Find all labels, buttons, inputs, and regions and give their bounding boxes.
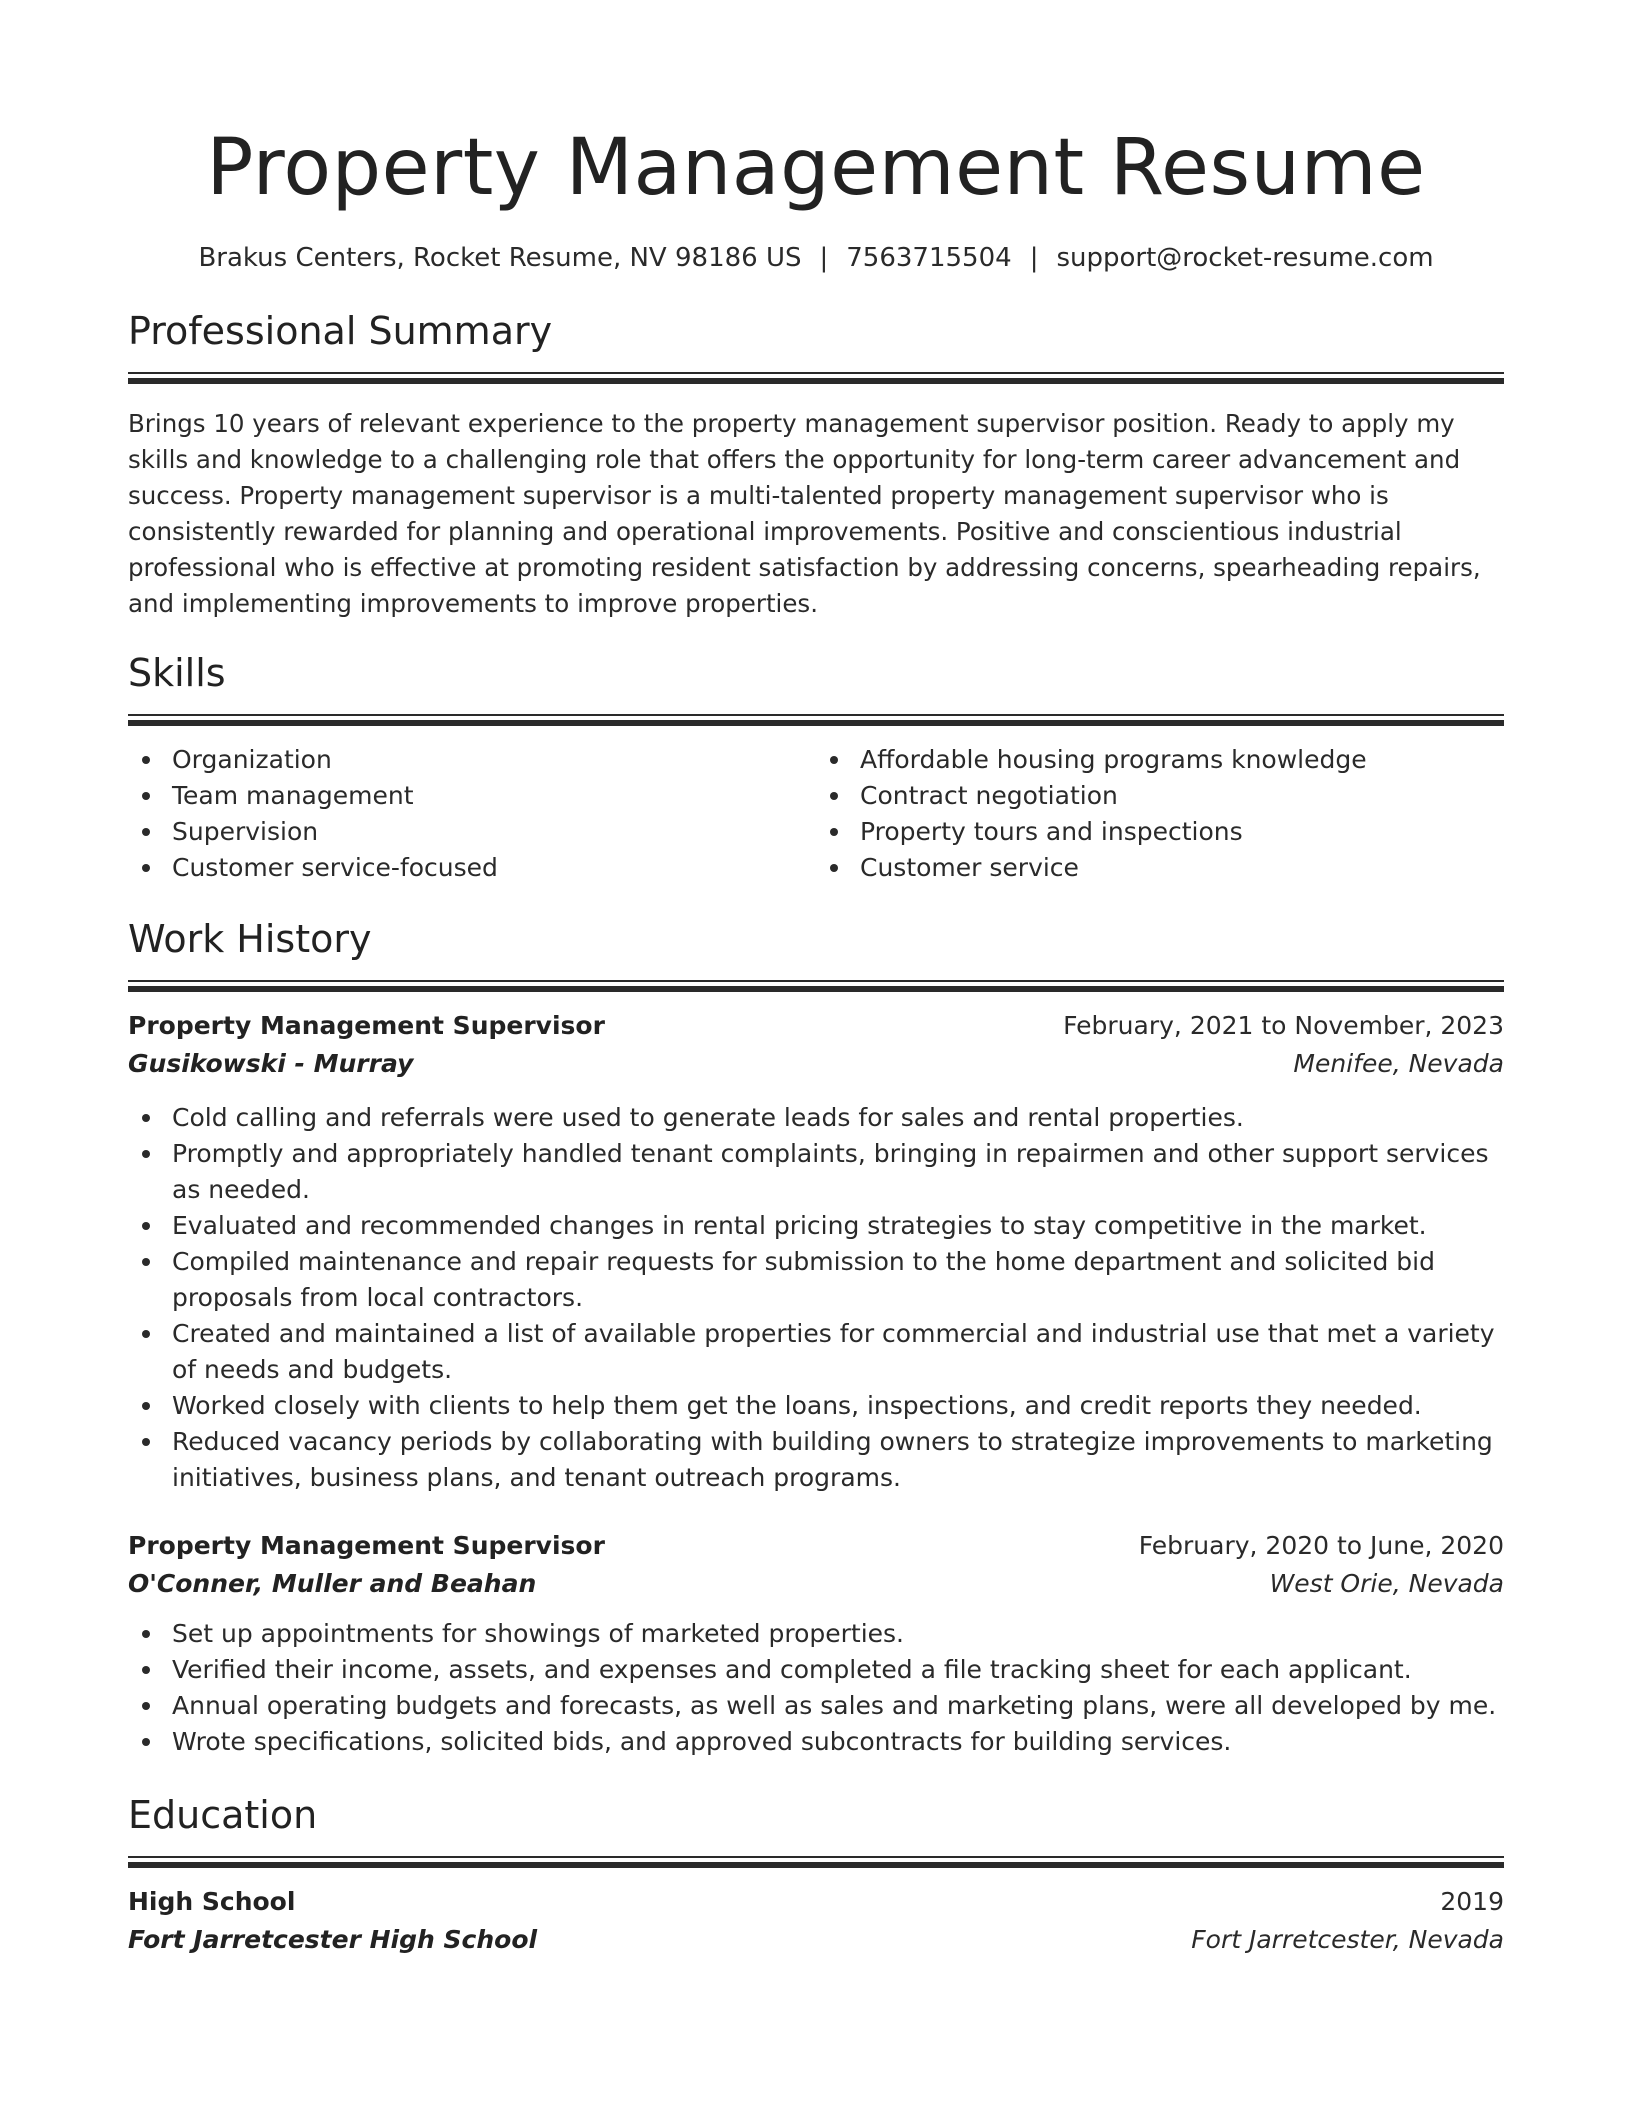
job-entry bbox=[128, 1526, 1504, 1760]
job-bullets bbox=[128, 1616, 1504, 1760]
skill-item: Property tours and inspections bbox=[816, 814, 1504, 850]
skills-heading: Skills bbox=[128, 651, 226, 695]
section-rule-thick bbox=[128, 1862, 1504, 1868]
job-dates: February, 2020 to June, 2020 bbox=[1138, 1531, 1504, 1560]
contact-email: support@rocket-resume.com bbox=[1056, 243, 1434, 273]
skill-item: Organization bbox=[128, 742, 816, 778]
education-header bbox=[128, 1882, 1504, 1922]
resume-title: Property Management Resume bbox=[206, 123, 1426, 213]
section-rule-thin bbox=[128, 714, 1504, 716]
job-location: Menifee, Nevada bbox=[1293, 1049, 1504, 1078]
job-bullet: Verified their income, assets, and expenses and completed a file tracking sheet for each applicant. bbox=[128, 1652, 1504, 1688]
section-rule-thin bbox=[128, 1856, 1504, 1858]
job-bullet: Compiled maintenance and repair requests for submission to the home department and solicited bid proposals from local contractors. bbox=[128, 1244, 1504, 1316]
summary-heading: Professional Summary bbox=[128, 309, 553, 353]
skill-item: Customer service-focused bbox=[128, 850, 816, 886]
job-title: Property Management Supervisor bbox=[128, 1531, 605, 1560]
job-bullet: Reduced vacancy periods by collaborating with building owners to strategize improvements to marketing initiatives, business plans, and tenant outreach programs. bbox=[128, 1424, 1504, 1496]
skills-list-left bbox=[128, 742, 816, 886]
job-company: Gusikowski - Murray bbox=[128, 1049, 414, 1078]
job-subheader bbox=[128, 1046, 1504, 1082]
job-bullet: Set up appointments for showings of marketed properties. bbox=[128, 1616, 1504, 1652]
skills-columns bbox=[128, 742, 1504, 886]
education-section bbox=[128, 1790, 1504, 1958]
job-bullet: Evaluated and recommended changes in rental pricing strategies to stay competitive in the market. bbox=[128, 1208, 1504, 1244]
skills-section bbox=[128, 648, 1504, 886]
section-rule-thin bbox=[128, 980, 1504, 982]
contact-phone: 7563715504 bbox=[846, 243, 1012, 273]
skill-item: Supervision bbox=[128, 814, 816, 850]
education-degree: High School bbox=[128, 1887, 296, 1916]
summary-section bbox=[128, 306, 1504, 622]
job-bullet: Cold calling and referrals were used to generate leads for sales and rental properties. bbox=[128, 1100, 1504, 1136]
contact-separator: | bbox=[1029, 243, 1039, 273]
job-subheader bbox=[128, 1566, 1504, 1602]
job-bullet: Annual operating budgets and forecasts, as well as sales and marketing plans, were all developed by me. bbox=[128, 1688, 1504, 1724]
job-bullet: Wrote specifications, solicited bids, and approved subcontracts for building services. bbox=[128, 1724, 1504, 1760]
job-bullets bbox=[128, 1100, 1504, 1496]
job-title: Property Management Supervisor bbox=[128, 1011, 605, 1040]
job-dates: February, 2021 to November, 2023 bbox=[1063, 1011, 1504, 1040]
contact-line bbox=[128, 240, 1504, 276]
education-heading: Education bbox=[128, 1793, 318, 1837]
contact-separator: | bbox=[819, 243, 829, 273]
education-school: Fort Jarretcester High School bbox=[128, 1925, 538, 1954]
section-rule-thin bbox=[128, 372, 1504, 374]
job-bullet: Created and maintained a list of available properties for commercial and industrial use that met a variety of needs and budgets. bbox=[128, 1316, 1504, 1388]
job-location: West Orie, Nevada bbox=[1269, 1569, 1504, 1598]
skill-item: Contract negotiation bbox=[816, 778, 1504, 814]
education-location: Fort Jarretcester, Nevada bbox=[1191, 1925, 1504, 1954]
contact-address: Brakus Centers, Rocket Resume, NV 98186 US bbox=[198, 243, 802, 273]
job-bullet: Promptly and appropriately handled tenant complaints, bringing in repairmen and other support services as needed. bbox=[128, 1136, 1504, 1208]
summary-text: Brings 10 years of relevant experience to the property management supervisor position. Ready to apply my skills and knowledge to a challenging role that offers the opportunity for long-term career advancement and success. Property management supervisor is a multi-talented property management supervisor who is consistently rewarded for planning and operational improvements. Positive and conscientious industrial professional who is effective at promoting resident satisfaction by addressing concerns, spearheading repairs, and implementing improvements to improve properties. bbox=[128, 409, 1481, 618]
section-rule-thick bbox=[128, 378, 1504, 384]
work-history-heading: Work History bbox=[128, 917, 372, 961]
job-company: O'Conner, Muller and Beahan bbox=[128, 1569, 537, 1598]
work-history-section bbox=[128, 914, 1504, 1760]
job-entry bbox=[128, 1006, 1504, 1496]
job-header bbox=[128, 1526, 1504, 1566]
skills-list-right bbox=[816, 742, 1504, 886]
skill-item: Team management bbox=[128, 778, 816, 814]
section-rule-thick bbox=[128, 986, 1504, 992]
education-entry bbox=[128, 1882, 1504, 1958]
education-year: 2019 bbox=[1440, 1887, 1504, 1916]
education-subheader bbox=[128, 1922, 1504, 1958]
skill-item: Affordable housing programs knowledge bbox=[816, 742, 1504, 778]
section-rule-thick bbox=[128, 720, 1504, 726]
job-bullet: Worked closely with clients to help them get the loans, inspections, and credit reports they needed. bbox=[128, 1388, 1504, 1424]
job-header bbox=[128, 1006, 1504, 1046]
skill-item: Customer service bbox=[816, 850, 1504, 886]
